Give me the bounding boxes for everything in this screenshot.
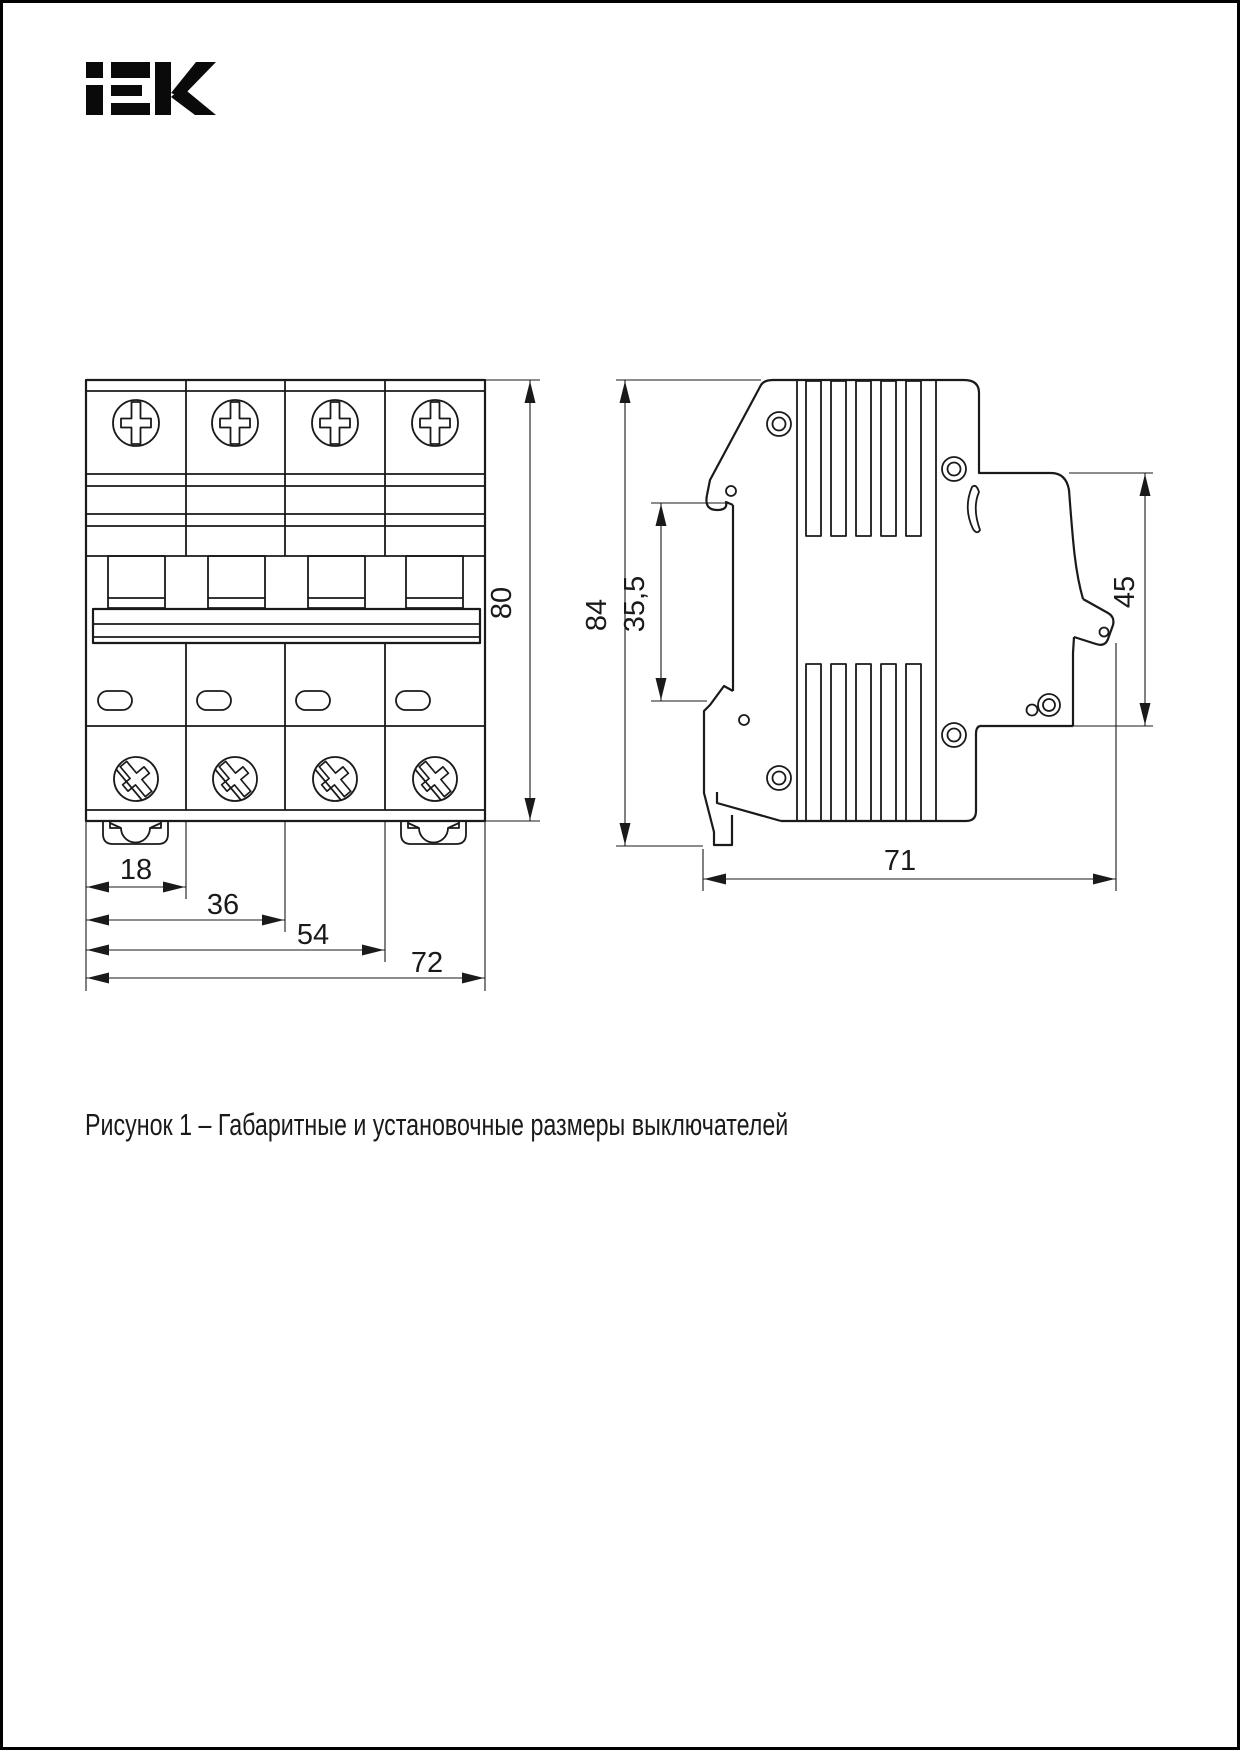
side-internal-lines bbox=[797, 380, 936, 821]
dim-label-80: 80 bbox=[486, 586, 518, 620]
dim-total-depth-71 bbox=[703, 643, 1116, 891]
side-view-drawing bbox=[704, 380, 1113, 845]
front-handle-crossbar bbox=[93, 609, 480, 643]
side-view-dimensions bbox=[581, 380, 1153, 891]
dim-height-80 bbox=[485, 380, 540, 821]
side-top-profile bbox=[707, 380, 1083, 599]
side-tab-hole bbox=[1100, 628, 1109, 637]
dim-upper-depth-45 bbox=[1069, 473, 1153, 726]
front-toggle-handles bbox=[108, 556, 463, 608]
dim-label-54: 54 bbox=[296, 919, 330, 951]
side-terminal-tab bbox=[1073, 599, 1113, 726]
side-rivets bbox=[767, 412, 1060, 790]
dim-total-width-72 bbox=[86, 947, 485, 984]
side-din-latch bbox=[704, 686, 781, 845]
dim-label-18: 18 bbox=[119, 854, 153, 886]
front-view-dimensions bbox=[86, 380, 540, 991]
dim-three-poles-54 bbox=[86, 919, 385, 956]
dim-label-45: 45 bbox=[1109, 575, 1141, 609]
front-view-drawing bbox=[86, 380, 485, 844]
front-label-windows bbox=[98, 691, 430, 710]
side-pivot-hole bbox=[726, 486, 736, 496]
dim-label-84: 84 bbox=[581, 598, 613, 632]
dim-label-71: 71 bbox=[883, 845, 917, 877]
dim-rail-35-5 bbox=[619, 503, 729, 701]
side-latch-hole bbox=[739, 715, 749, 725]
side-upper-vent-slots bbox=[806, 381, 921, 536]
figure-drawing bbox=[3, 3, 1240, 1750]
dim-pole-18 bbox=[86, 854, 186, 893]
figure-caption: Рисунок 1 – Габаритные и установочные размеры выключателей bbox=[85, 1107, 789, 1142]
iek-logo bbox=[86, 62, 216, 115]
dim-label-36: 36 bbox=[206, 889, 240, 921]
side-bottom-profile bbox=[781, 726, 1073, 821]
side-curved-slot bbox=[968, 486, 980, 533]
front-pole-separators bbox=[186, 380, 385, 810]
side-lower-vent-slots bbox=[806, 664, 921, 821]
dim-label-72: 72 bbox=[410, 947, 444, 979]
dim-label-35-5: 35,5 bbox=[619, 575, 651, 633]
